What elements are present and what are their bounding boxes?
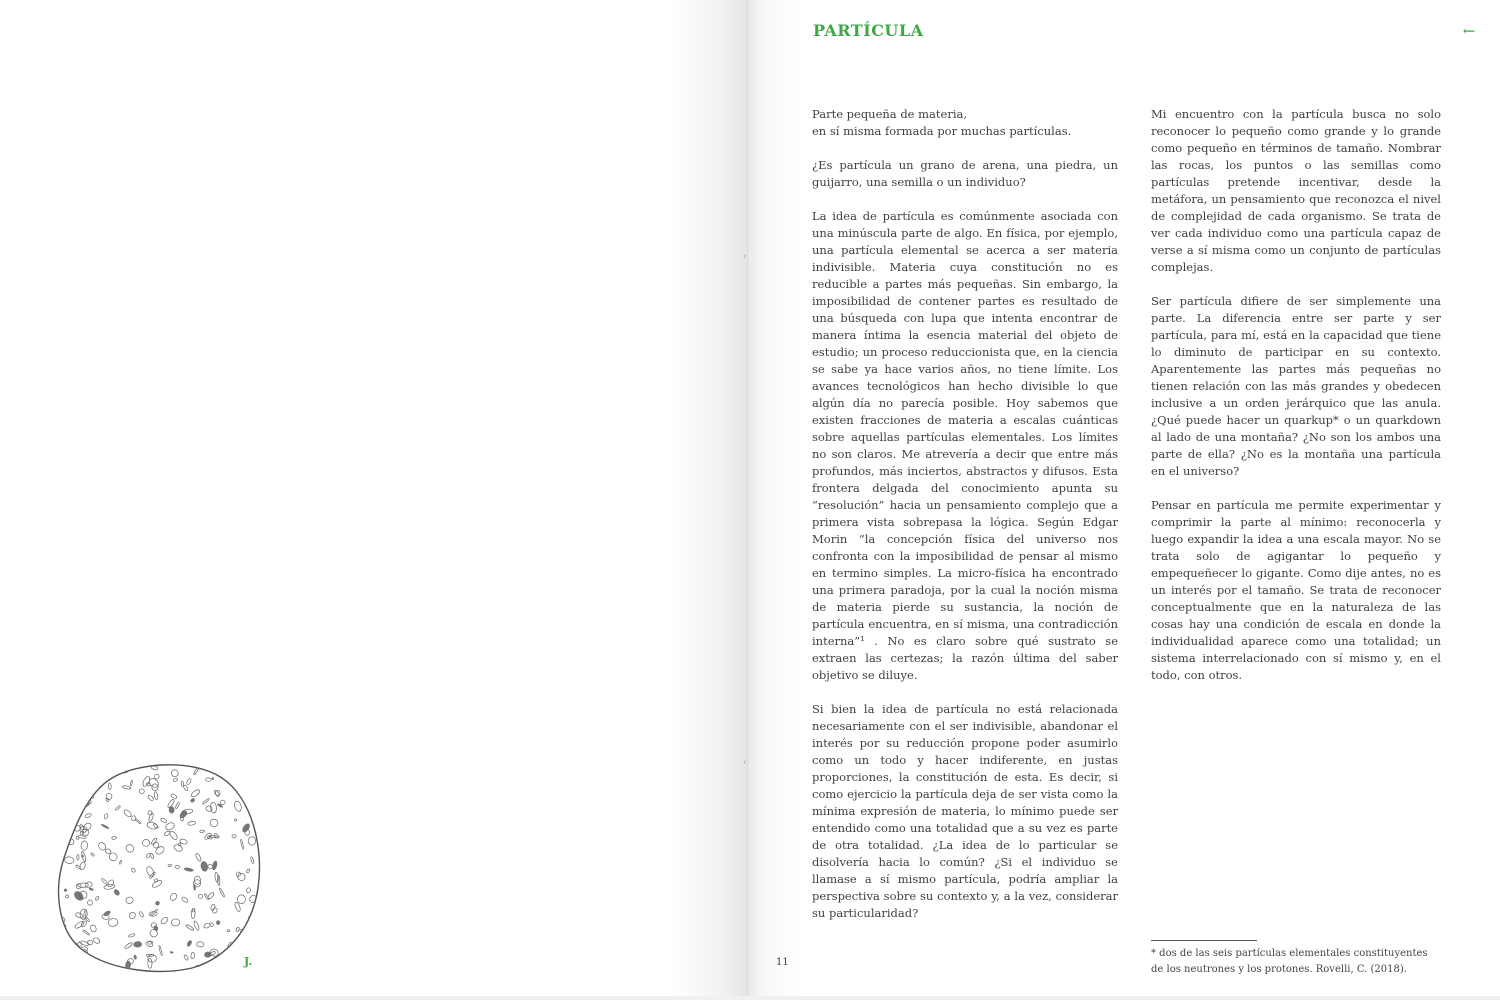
pebble-texture [248, 778, 252, 788]
pebble-texture [61, 799, 66, 807]
pebble-texture [68, 815, 74, 822]
pebble-texture [107, 764, 116, 775]
left-page [0, 0, 748, 1000]
pebble-texture [61, 806, 69, 812]
pebble-texture [57, 962, 65, 970]
pebble-texture [74, 778, 78, 782]
footnote: * dos de las seis partículas elementales constituyentes de los neutrones y los protones. Rovelli, C. (2018). [1151, 948, 1428, 975]
pebble-texture [223, 769, 230, 776]
pebble-texture [248, 946, 252, 951]
pebble-texture [62, 833, 66, 838]
pebble-texture [72, 809, 76, 814]
pebble-texture [71, 766, 80, 775]
pebble-texture [74, 796, 79, 803]
pebble-texture [77, 766, 84, 773]
plate-label: J. [244, 955, 253, 968]
pebble-texture [216, 963, 226, 971]
pebble-texture [75, 776, 81, 785]
body-paragraph: Mi encuentro con la partícula busca no solo reconocer lo pequeño como grande y lo grande como pequeño en términos de tamaño. Nombrar las rocas, los puntos o las semillas como partículas pretende incentivar, desde la metáfora, un pensamiento que reconozca el nivel de complejidad de cada organismo. Se trata de ver cada individuo como una partícula capaz de verse a sí misma como un conjunto de partículas complejas. [1151, 107, 1441, 274]
pebble-texture [72, 953, 80, 958]
page-title: PARTÍCULA [813, 21, 924, 40]
pebble-texture [63, 767, 72, 779]
page-number: 11 [776, 957, 789, 968]
stone-illustration [52, 758, 264, 976]
pebble-texture [63, 774, 74, 784]
body-paragraph: Ser partícula difiere de ser simplemente una parte. La diferencia entre ser parte y ser partícula, para mí, está en la capacidad que tiene lo diminuto de participar en su contexto. Aparentemente las partes más pequeñas no tienen relación con las más grandes y obedecen inclusive a un orden jerárquico que las anula. ¿Qué puede hacer un quarkup* o un quarkdown al lado de una montaña? ¿No son los ambos una parte de ella? ¿No es la montaña una partícula en el universo? [1151, 294, 1441, 478]
pebble-texture [73, 807, 80, 812]
body-paragraph: Si bien la idea de partícula no está relacionada necesariamente con el ser indivisible, abandonar el interés por su reducción propone poder asumirlo como un todo y hacer indiferente, en justas proporciones, la constitución de esta. Es decir, si como ejercicio la partícula deja de ser vista como la mínima expresión de materia, lo mínimo puede ser entendido como una totalidad que a su vez es parte de otra totalidad. ¿La idea de lo particular se disolvería hacia lo común? ¿Si el individuo se llamase a sí mismo partícula, podría ampliar la perspectiva sobre su contexto y, a la vez, considerar su particularidad? [812, 702, 1118, 920]
question-paragraph: ¿Es partícula un grano de arena, una piedra, un guijarro, una semilla o un individuo? [812, 158, 1118, 189]
text-column-left [812, 106, 1118, 939]
pebble-texture [243, 764, 249, 770]
pebble-texture [246, 796, 254, 800]
gutter-marker-icon: ‹ [743, 758, 747, 768]
page-bottom-edge [0, 996, 1500, 1000]
pebble-texture [87, 761, 99, 773]
pebble-texture [237, 958, 244, 964]
body-paragraph: La idea de partícula es comúnmente asociada con una minúscula parte de algo. En física, por ejemplo, una partícula elemental se acerca a ser materia indivisible. Materia cuya constitución no es reducible a partes más pequeñas. Sin embargo, la imposibilidad de contener partes es resultado de una búsqueda con lupa que intenta encontrar de manera íntima la esencia material del objeto de estudio; un proceso reduccionista que, en la ciencia se sabe ya hace varios años, no tiene límite. Los avances tecnológicos han hecho divisible lo que algún día no parecía posible. Hoy sabemos que existen fracciones de materia a escalas cuánticas sobre aquellas partículas elementales. Los límites no son claros. Me atrevería a decir que entre más profundos, más inciertos, abstractos y difusos. Esta frontera delgada del conocimiento apunta su “resolución” hacia un pensamiento complejo que a primera vista sobrepasa la lógica. Según Edgar Morin “la concepción física del universo nos confronta con la imposibilidad de pensar al mismo en termino simples. La micro-física ha encontrado una primera paradoja, por la cual la noción misma de materia pierde su sustancia, la noción de partícula encuentra, en sí misma, una contradicción interna”¹ . No es claro sobre qué sustrato se extraen las certezas; la razón última del saber objetivo se diluye. [812, 209, 1118, 682]
intro-line: en sí misma formada por muchas partículas. [812, 124, 1072, 138]
pebble-texture [249, 801, 253, 804]
pebble-texture [250, 768, 260, 776]
intro-line: Parte pequeña de materia, [812, 107, 968, 121]
pebble-texture [247, 937, 252, 944]
pebble-texture [111, 764, 115, 768]
pebble-texture [245, 924, 254, 934]
pebble-texture [79, 796, 83, 800]
pebble-texture [61, 932, 69, 938]
pebble-texture [81, 763, 91, 774]
text-column-right [1151, 106, 1441, 701]
footnote-divider [1151, 940, 1257, 941]
pebble-texture [78, 803, 84, 812]
pebble-texture [73, 787, 77, 790]
pebble-texture [252, 808, 259, 814]
pebble-texture [76, 776, 86, 781]
gutter-marker-icon: ‹ [743, 252, 747, 262]
pebble-texture [229, 955, 238, 964]
arrow-left-icon[interactable]: ← [1462, 22, 1476, 40]
body-paragraph: Pensar en partícula me permite experimentar y comprimir la parte al mínimo: reconocerla y luego expandir la idea a una escala mayor. No se trata solo de agigantar lo pequeño y empequeñecer lo gigante. Como dije antes, no es un interés por el tamaño. Se trata de reconocer conceptualmente que en la naturaleza de las cosas hay una condición de escala en donde la individualidad aparece como una totalidad; un sistema interrelacionado con sí mismo y, en el todo, con otros. [1151, 498, 1441, 682]
pebble-texture [221, 957, 228, 964]
pebble-texture [57, 836, 65, 842]
